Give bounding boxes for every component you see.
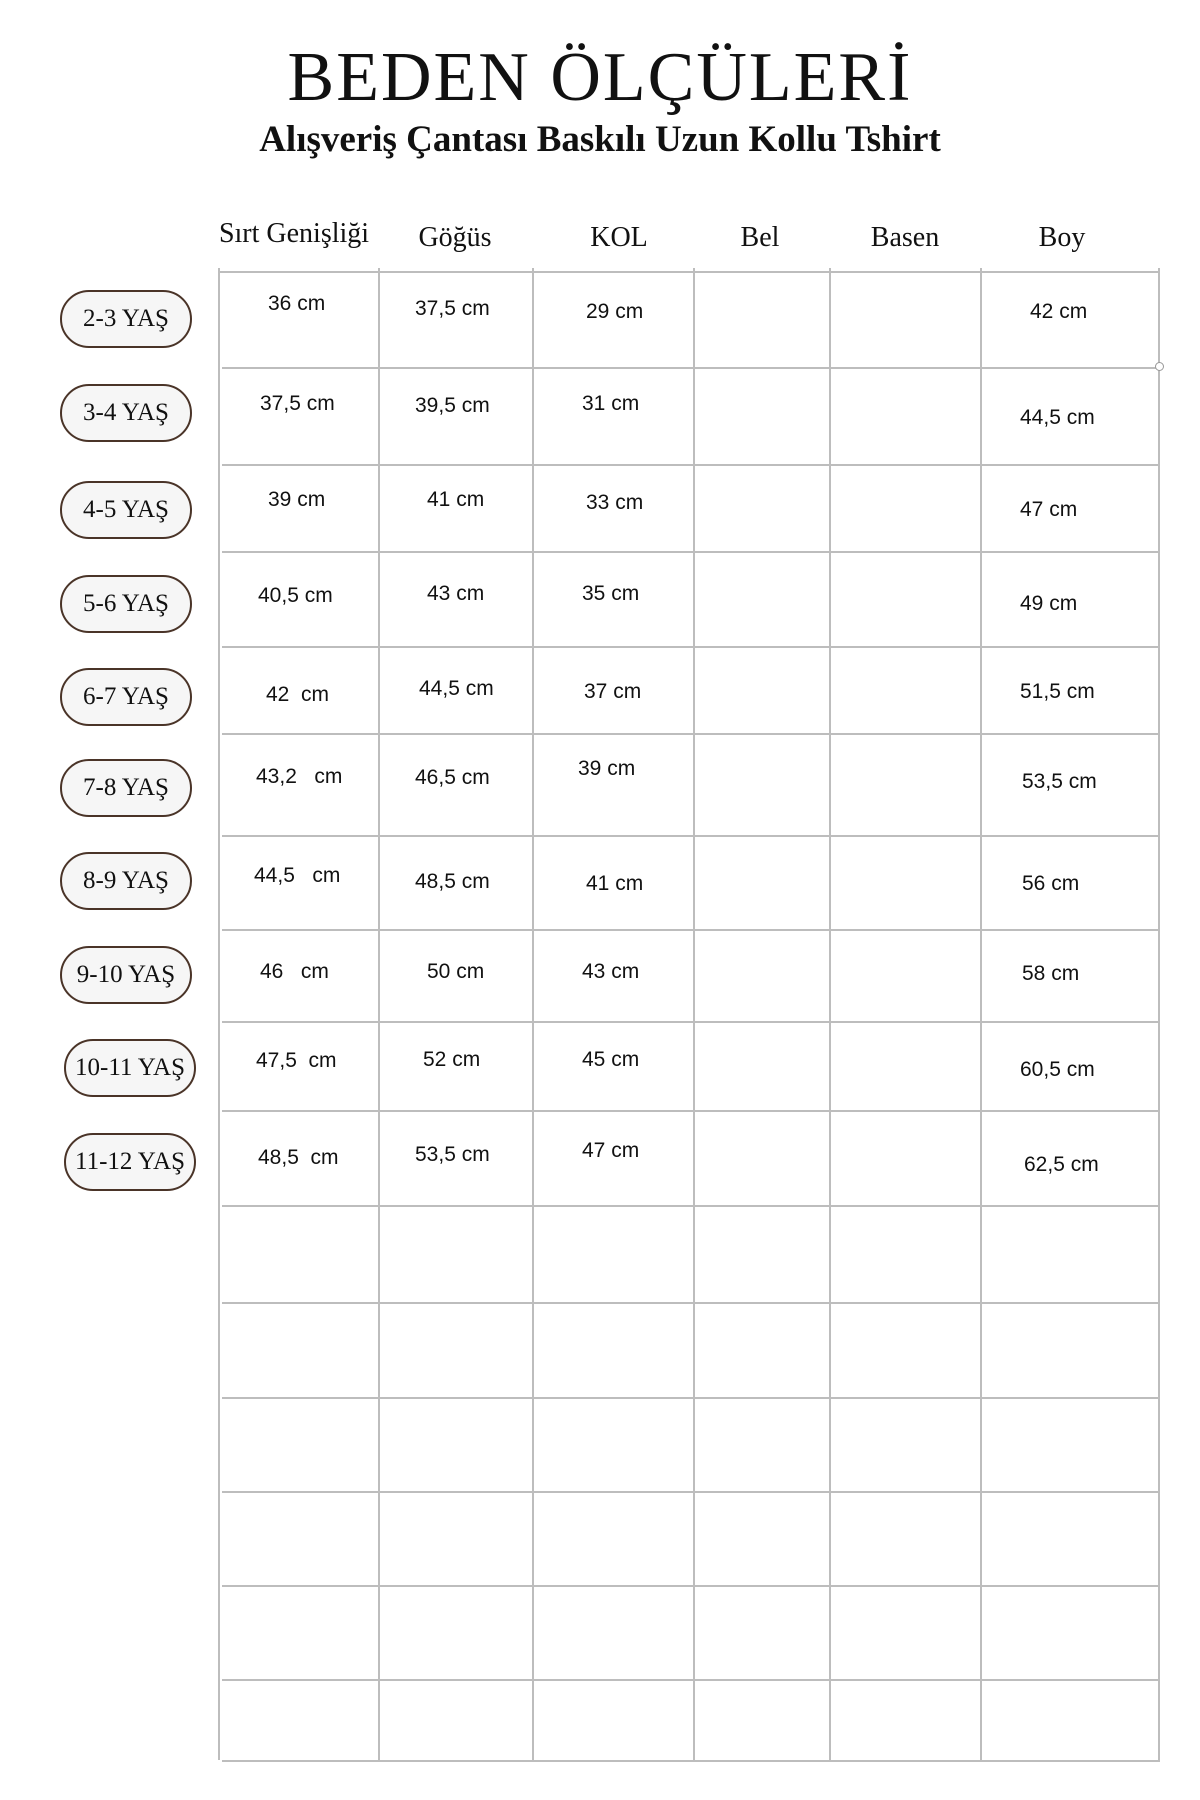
table-cell-value: 44,5 cm <box>419 677 494 700</box>
table-cell-value: 46 cm <box>260 960 329 983</box>
grid-horizontal-line <box>218 271 1160 273</box>
age-size-pill: 4-5 YAŞ <box>60 481 192 539</box>
table-cell-value: 51,5 cm <box>1020 680 1095 703</box>
table-cell-value: 37 cm <box>584 680 642 703</box>
grid-horizontal-line <box>222 1397 1160 1399</box>
table-cell-value: 47,5 cm <box>256 1049 337 1072</box>
grid-horizontal-line <box>222 1585 1160 1587</box>
age-size-pill: 2-3 YAŞ <box>60 290 192 348</box>
grid-horizontal-line <box>222 1760 1160 1762</box>
table-cell-value: 46,5 cm <box>415 766 490 789</box>
column-header: Boy <box>1038 222 1086 253</box>
grid-horizontal-line <box>222 1679 1160 1681</box>
grid-horizontal-line <box>222 464 1160 466</box>
table-cell-value: 33 cm <box>586 491 644 514</box>
grid-horizontal-line <box>222 1302 1160 1304</box>
table-cell-value: 47 cm <box>1020 498 1078 521</box>
grid-horizontal-line <box>222 929 1160 931</box>
table-cell-value: 39,5 cm <box>415 394 490 417</box>
table-cell-value: 43,2 cm <box>256 765 343 788</box>
table-cell-value: 53,5 cm <box>415 1143 490 1166</box>
table-cell-value: 62,5 cm <box>1024 1153 1099 1176</box>
table-cell-value: 44,5 cm <box>254 864 341 887</box>
table-cell-value: 60,5 cm <box>1020 1058 1095 1081</box>
table-cell-value: 48,5 cm <box>415 870 490 893</box>
grid-horizontal-line <box>222 1205 1160 1207</box>
table-cell-value: 42 cm <box>1030 300 1088 323</box>
table-cell-value: 36 cm <box>268 292 326 315</box>
grid-vertical-line <box>693 268 695 1760</box>
table-cell-value: 35 cm <box>582 582 640 605</box>
age-size-pill: 9-10 YAŞ <box>60 946 192 1004</box>
table-cell-value: 53,5 cm <box>1022 770 1097 793</box>
corner-circle-mark <box>1155 362 1164 371</box>
table-cell-value: 45 cm <box>582 1048 640 1071</box>
age-size-pill: 8-9 YAŞ <box>60 852 192 910</box>
table-cell-value: 42 cm <box>266 683 330 706</box>
grid-horizontal-line <box>222 367 1160 369</box>
table-cell-value: 52 cm <box>423 1048 481 1071</box>
age-size-pill: 3-4 YAŞ <box>60 384 192 442</box>
table-cell-value: 58 cm <box>1022 962 1080 985</box>
table-cell-value: 48,5 cm <box>258 1146 339 1169</box>
grid-horizontal-line <box>222 1110 1160 1112</box>
table-cell-value: 31 cm <box>582 392 640 415</box>
column-header: KOL <box>590 222 648 253</box>
table-cell-value: 41 cm <box>427 488 485 511</box>
grid-horizontal-line <box>222 1491 1160 1493</box>
page-subtitle: Alışveriş Çantası Baskılı Uzun Kollu Tshirt <box>259 119 941 160</box>
grid-horizontal-line <box>222 1021 1160 1023</box>
table-cell-value: 49 cm <box>1020 592 1078 615</box>
table-cell-value: 40,5 cm <box>258 584 333 607</box>
grid-vertical-line <box>1158 268 1160 1760</box>
grid-horizontal-line <box>222 835 1160 837</box>
age-size-pill: 10-11 YAŞ <box>64 1039 196 1097</box>
grid-vertical-line <box>980 268 982 1760</box>
table-cell-value: 47 cm <box>582 1139 640 1162</box>
table-cell-value: 29 cm <box>586 300 644 323</box>
table-cell-value: 37,5 cm <box>415 297 490 320</box>
table-cell-value: 43 cm <box>582 960 640 983</box>
age-size-pill: 7-8 YAŞ <box>60 759 192 817</box>
grid-horizontal-line <box>222 733 1160 735</box>
age-size-pill: 11-12 YAŞ <box>64 1133 196 1191</box>
table-cell-value: 37,5 cm <box>260 392 335 415</box>
table-cell-value: 50 cm <box>427 960 485 983</box>
grid-vertical-line <box>378 268 380 1760</box>
table-cell-value: 44,5 cm <box>1020 406 1095 429</box>
grid-horizontal-line <box>222 646 1160 648</box>
column-header: Basen <box>870 222 940 253</box>
grid-horizontal-line <box>222 551 1160 553</box>
table-cell-value: 56 cm <box>1022 872 1080 895</box>
table-cell-value: 43 cm <box>427 582 485 605</box>
column-header: Bel <box>740 222 780 253</box>
column-header: Göğüs <box>418 222 492 253</box>
table-cell-value: 41 cm <box>586 872 644 895</box>
age-size-pill: 5-6 YAŞ <box>60 575 192 633</box>
age-size-pill: 6-7 YAŞ <box>60 668 192 726</box>
table-cell-value: 39 cm <box>268 488 326 511</box>
grid-vertical-line <box>532 268 534 1760</box>
table-cell-value: 39 cm <box>578 757 636 780</box>
grid-vertical-line <box>829 268 831 1760</box>
column-header: Sırt Genişliği <box>218 218 370 249</box>
grid-vertical-line <box>218 268 220 1760</box>
page-title: BEDEN ÖLÇÜLERİ <box>287 39 913 116</box>
